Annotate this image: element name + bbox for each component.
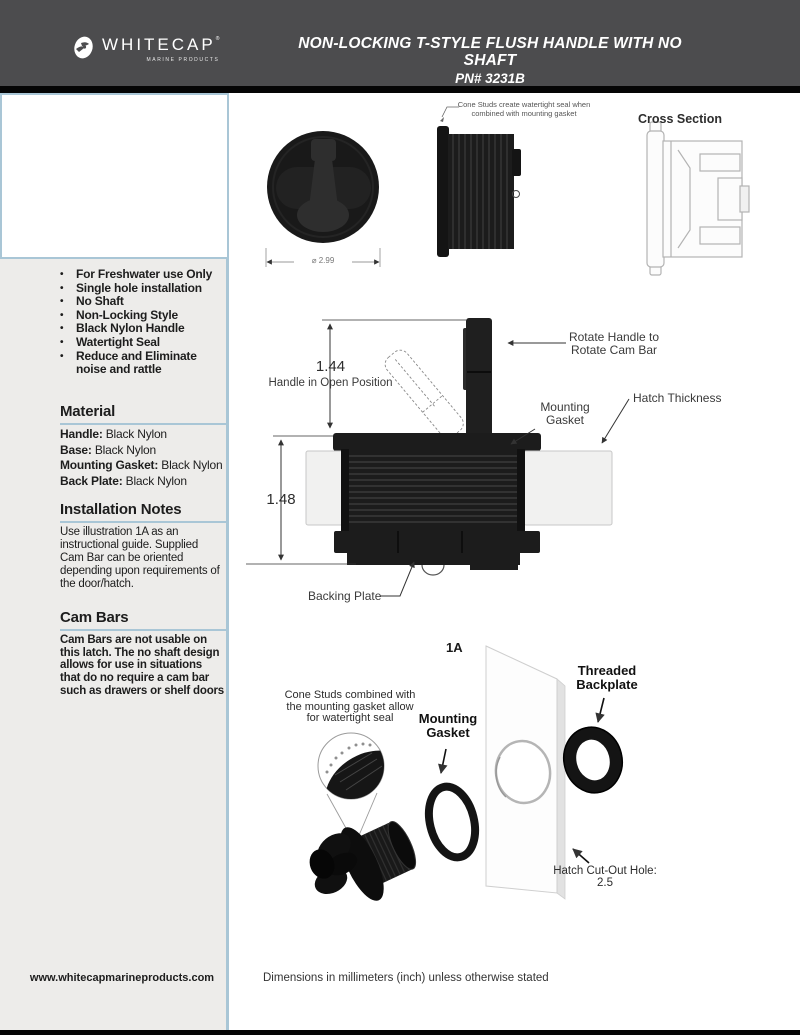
feature-item: • No Shaft bbox=[58, 295, 223, 309]
material-table bbox=[60, 427, 228, 489]
cam-bars-heading: Cam Bars bbox=[60, 609, 129, 626]
feature-item: • Black Nylon Handle bbox=[58, 322, 223, 336]
document-title-block bbox=[270, 35, 710, 86]
material-row: Mounting Gasket : Black Nylon bbox=[60, 458, 228, 474]
part-number: PN# 3231B bbox=[455, 71, 525, 86]
mounting-gasket-label: Mounting Gasket bbox=[540, 400, 590, 427]
product-photo-frame bbox=[0, 93, 229, 259]
feature-list bbox=[58, 268, 223, 377]
feature-item: • Reduce and Eliminate noise and rattle bbox=[58, 350, 223, 377]
cone-studs-note-top: Cone Studs create watertight seal when combined with mounting gasket bbox=[457, 100, 591, 118]
installation-notes-body: Use illustration 1A as an instructional guide. Supplied Cam Bar can be oriented depending upon requirements of the door/hatch. bbox=[60, 526, 220, 590]
material-rule bbox=[60, 423, 227, 425]
cross-section-drawing bbox=[647, 122, 749, 275]
feature-item: • For Freshwater use Only bbox=[58, 268, 223, 282]
brand-subtitle: MARINE PRODUCTS bbox=[146, 57, 220, 63]
top-view-drawing bbox=[266, 131, 380, 267]
cross-section-label: Cross Section bbox=[637, 112, 723, 126]
feature-item: • Single hole installation bbox=[58, 282, 223, 296]
page-title: NON-LOCKING T-STYLE FLUSH HANDLE WITH NO SHAFT bbox=[298, 35, 682, 69]
whitecap-swirl-icon bbox=[72, 36, 95, 64]
mounting-gasket-exploded-label: Mounting Gasket bbox=[418, 711, 478, 740]
brand-registered-mark: ® bbox=[215, 36, 220, 42]
brand-logo bbox=[72, 36, 219, 64]
side-view-drawing bbox=[437, 107, 521, 257]
diameter-dimension: ⌀ 2.99 bbox=[294, 256, 352, 265]
hatch-thickness-label: Hatch Thickness bbox=[633, 391, 722, 405]
installation-notes-rule bbox=[60, 521, 227, 523]
website-link[interactable]: www.whitecapmarineproducts.com bbox=[29, 972, 215, 984]
cone-studs-note-bottom: Cone Studs combined with the mounting gasket allow for watertight seal bbox=[284, 689, 416, 724]
dimension-handle-open: 1.44 bbox=[315, 358, 346, 375]
figure-1a-label: 1A bbox=[446, 640, 463, 655]
material-row: Base : Black Nylon bbox=[60, 443, 228, 459]
feature-item: • Watertight Seal bbox=[58, 336, 223, 350]
handle-open-position-label: Handle in Open Position bbox=[268, 377, 393, 389]
hatch-cutout-label: Hatch Cut-Out Hole: 2.5 bbox=[553, 865, 657, 889]
threaded-backplate-label: Threaded Backplate bbox=[576, 663, 638, 692]
top-divider-bar bbox=[0, 86, 800, 93]
material-row: Handle : Black Nylon bbox=[60, 427, 228, 443]
backing-plate-label: Backing Plate bbox=[308, 589, 382, 603]
material-row: Back Plate : Black Nylon bbox=[60, 474, 228, 490]
feature-item: • Non-Locking Style bbox=[58, 309, 223, 323]
cam-bars-rule bbox=[60, 629, 227, 631]
material-heading: Material bbox=[60, 403, 116, 420]
rotate-handle-label: Rotate Handle to Rotate Cam Bar bbox=[568, 330, 660, 357]
bottom-divider-bar bbox=[0, 1030, 800, 1035]
dimension-height: 1.48 bbox=[266, 491, 296, 508]
brand-name: WHITECAP bbox=[102, 35, 216, 54]
installation-notes-heading: Installation Notes bbox=[60, 501, 182, 518]
cam-bars-body: Cam Bars are not usable on this latch. The no shaft design allows for use in situations that do no require a cam bar such as drawers or shelf doors bbox=[60, 634, 225, 697]
dimensions-note: Dimensions in millimeters (inch) unless otherwise stated bbox=[263, 972, 549, 984]
